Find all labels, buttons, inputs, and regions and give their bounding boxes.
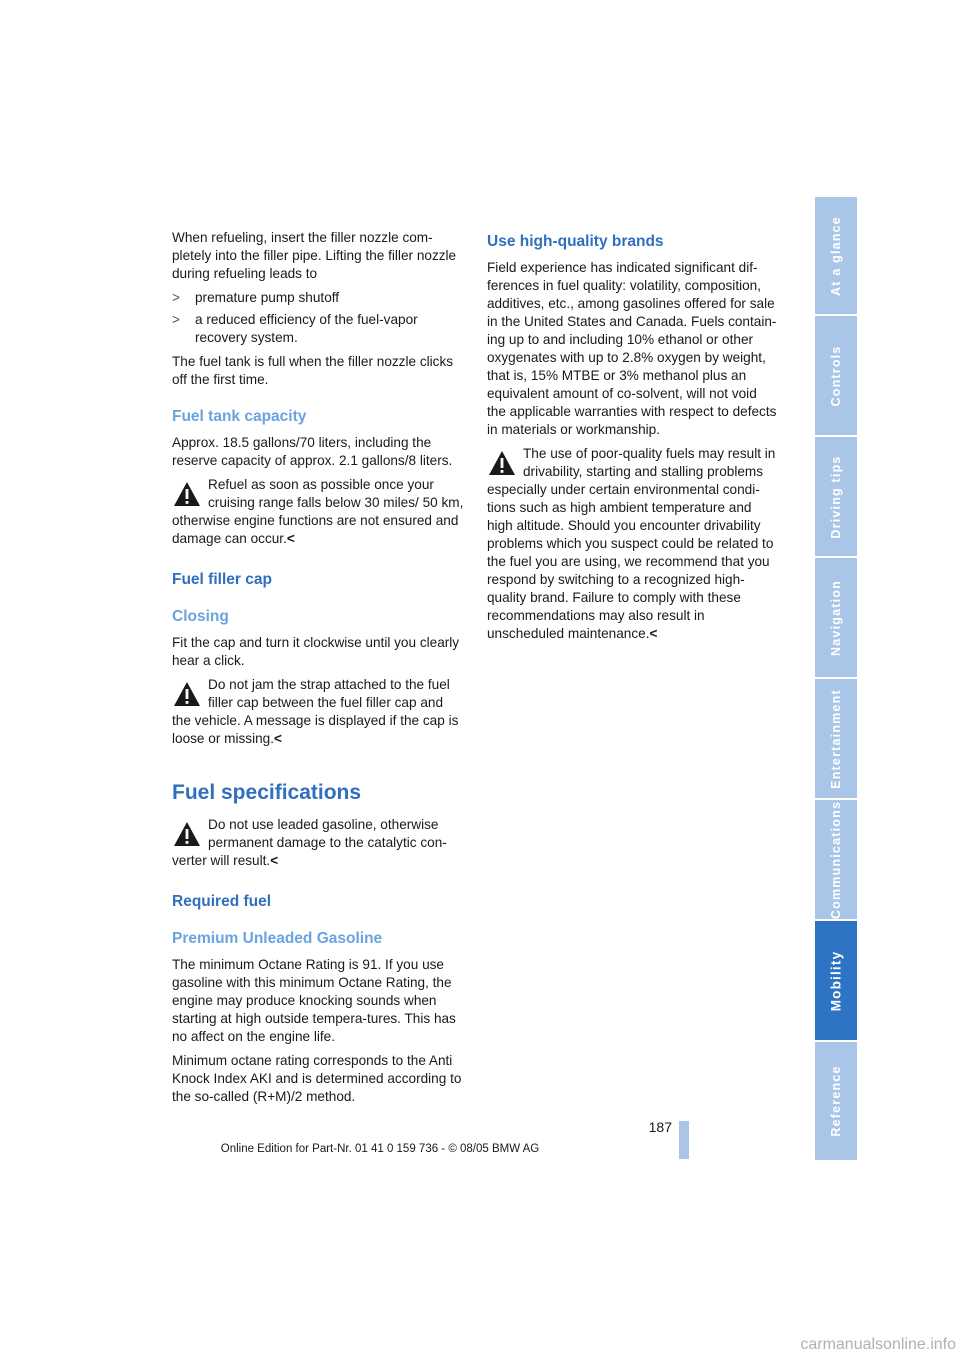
required-fuel-heading: Required fuel xyxy=(172,893,272,910)
premium-heading: Premium Unleaded Gasoline xyxy=(172,930,383,947)
tab-entertainment[interactable]: Entertainment xyxy=(815,679,857,798)
tab-driving-tips[interactable]: Driving tips xyxy=(815,437,857,556)
capacity-warning: Refuel as soon as possible once your cruising range falls below 30 miles/ 50 km, otherwise engine functions are not ensured and damage can occur.< xyxy=(172,477,464,546)
refuel-intro: When refueling, insert the filler nozzle com-pletely into the filler pipe. Lifting the filler nozzle during refueling leads to xyxy=(172,230,457,281)
closing-heading: Closing xyxy=(172,608,229,625)
premium-text: The minimum Octane Rating is 91. If you use gasoline with this minimum Octane Rating, the engine may produce knocking sounds when starting at high outside tempera-tures. This has no affect on the engine life. xyxy=(172,957,456,1044)
bullet-marker: > xyxy=(172,290,180,305)
tank-full-text: The fuel tank is full when the filler nozzle clicks off the first time. xyxy=(172,354,454,387)
warning-triangle-icon xyxy=(172,480,202,508)
tab-communications[interactable]: Communications xyxy=(815,800,857,919)
closing-warning: Do not jam the strap attached to the fuel filler cap between the fuel filler cap and the vehicle. A message is displayed if the cap is loose or missing.< xyxy=(172,677,459,746)
warning-triangle-icon xyxy=(172,680,202,708)
capacity-text: Approx. 18.5 gallons/70 liters, including the reserve capacity of approx. 2.1 gallons/8 liters. xyxy=(172,435,453,468)
list-item: > premature pump shutoff xyxy=(172,290,340,305)
tab-reference[interactable]: Reference xyxy=(815,1042,857,1160)
leaded-warning: Do not use leaded gasoline, otherwise permanent damage to the catalytic con-verter will result.< xyxy=(172,817,447,868)
brands-warning: The use of poor-quality fuels may result in drivability, starting and stalling problems especially under certain environmental condi-tions such as high ambient temperature and high altitude. Should you encounter drivability problems which you suspect could be related to the fuel you are using, we recommend that you respond by switching to a recognized high-quality brand. Failure to comply with these recommendations may also result in unscheduled maintenance.< xyxy=(487,446,776,641)
tab-mobility[interactable]: Mobility xyxy=(815,921,857,1040)
warning-triangle-icon xyxy=(487,449,517,477)
page-number: 187 xyxy=(648,1119,672,1135)
watermark: carmanualsonline.info xyxy=(800,1336,956,1353)
brands-heading: Use high-quality brands xyxy=(487,233,664,250)
chapter-tabs xyxy=(815,197,857,1160)
tab-controls[interactable]: Controls xyxy=(815,316,857,435)
octane-text: Minimum octane rating corresponds to the Anti Knock Index AKI and is determined according to the so-called (R+M)/2 method. xyxy=(172,1053,462,1104)
tab-navigation[interactable]: Navigation xyxy=(815,558,857,677)
warning-triangle-icon xyxy=(172,820,202,848)
capacity-heading: Fuel tank capacity xyxy=(172,408,307,425)
footer-edition: Online Edition for Part-Nr. 01 41 0 159 736 - © 08/05 BMW AG xyxy=(220,1143,540,1155)
bullet-marker: > xyxy=(172,312,180,327)
filler-cap-heading: Fuel filler cap xyxy=(172,571,272,588)
fuel-specifications-heading: Fuel specifications xyxy=(172,781,362,804)
brands-text: Field experience has indicated significant dif-ferences in fuel quality: volatility, composition, additives, etc., among gasolines offered for sale in the United States and Canada. Fuels contain-ing up to and including 10% ethanol or other oxygenates with up to 2.8% oxygen by weight, that is, 15% MTBE or 3% methanol plus an equivalent amount of co-solvent, will not void the applicable warranties with respect to defects in materials or workmanship. xyxy=(487,260,777,437)
closing-text: Fit the cap and turn it clockwise until you clearly hear a click. xyxy=(172,635,460,668)
tab-at-a-glance[interactable]: At a glance xyxy=(815,197,857,314)
list-item: > a reduced efficiency of the fuel-vapor recovery system. xyxy=(172,312,418,345)
right-column xyxy=(487,232,779,649)
left-column xyxy=(172,229,464,1112)
